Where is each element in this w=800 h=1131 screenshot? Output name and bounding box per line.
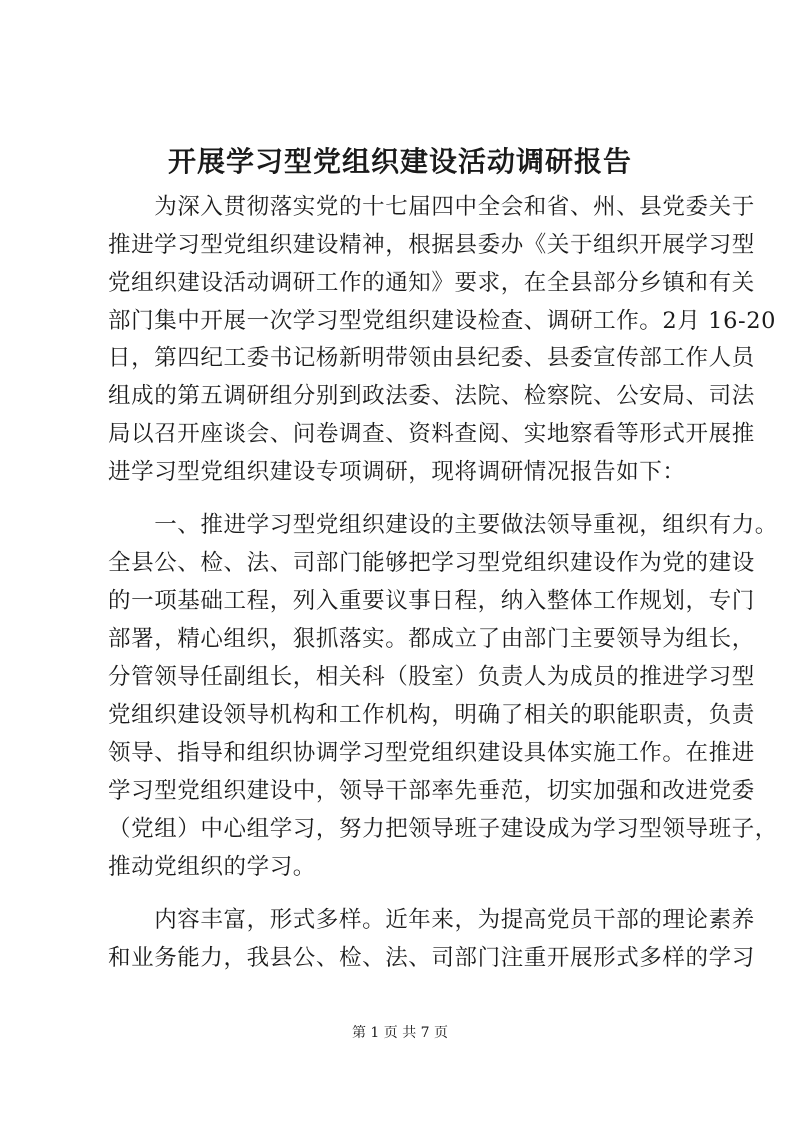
- body-line: 分管领导任副组长，相关科（股室）负责人为成员的推进学习型: [108, 664, 755, 690]
- body-line: 为深入贯彻落实党的十七届四中全会和省、州、县党委关于: [108, 194, 755, 220]
- body-line: 一、推进学习型党组织建设的主要做法领导重视，组织有力。: [108, 512, 778, 538]
- body-line: 领导、指导和组织协调学习型党组织建设具体实施工作。在推进: [108, 740, 755, 766]
- body-line: 学习型党组织建设中，领导干部率先垂范，切实加强和改进党委: [108, 778, 755, 804]
- body-line: 部署，精心组织，狠抓落实。都成立了由部门主要领导为组长，: [108, 626, 755, 652]
- body-line: 全县公、检、法、司部门能够把学习型党组织建设作为党的建设: [108, 550, 755, 576]
- body-line: 局以召开座谈会、问卷调查、资料查阅、实地察看等形式开展推: [108, 421, 755, 447]
- body-line: 的一项基础工程，列入重要议事日程，纳入整体工作规划，专门: [108, 588, 755, 614]
- body-line: 和业务能力，我县公、检、法、司部门注重开展形式多样的学习: [108, 945, 755, 971]
- body-line: 部门集中开展一次学习型党组织建设检查、调研工作。2月 16-20: [108, 308, 777, 334]
- page-number: 第 1 页 共 7 页: [351, 1025, 449, 1041]
- body-line: 推动党组织的学习。: [108, 854, 316, 880]
- body-line: 组成的第五调研组分别到政法委、法院、检察院、公安局、司法: [108, 383, 755, 409]
- body-line: 内容丰富，形式多样。近年来，为提高党员干部的理论素养: [108, 907, 755, 933]
- document-title: 开展学习型党组织建设活动调研报告: [167, 145, 632, 178]
- body-line: 推进学习型党组织建设精神，根据县委办《关于组织开展学习型: [108, 232, 755, 258]
- body-line: （党组）中心组学习，努力把领导班子建设成为学习型领导班子，: [108, 816, 778, 842]
- body-line: 进学习型党组织建设专项调研，现将调研情况报告如下：: [108, 459, 686, 485]
- body-line: 党组织建设活动调研工作的通知》要求，在全县部分乡镇和有关: [108, 270, 755, 296]
- body-line: 日，第四纪工委书记杨新明带领由县纪委、县委宣传部工作人员: [108, 345, 755, 371]
- body-line: 党组织建设领导机构和工作机构，明确了相关的职能职责，负责: [108, 702, 755, 728]
